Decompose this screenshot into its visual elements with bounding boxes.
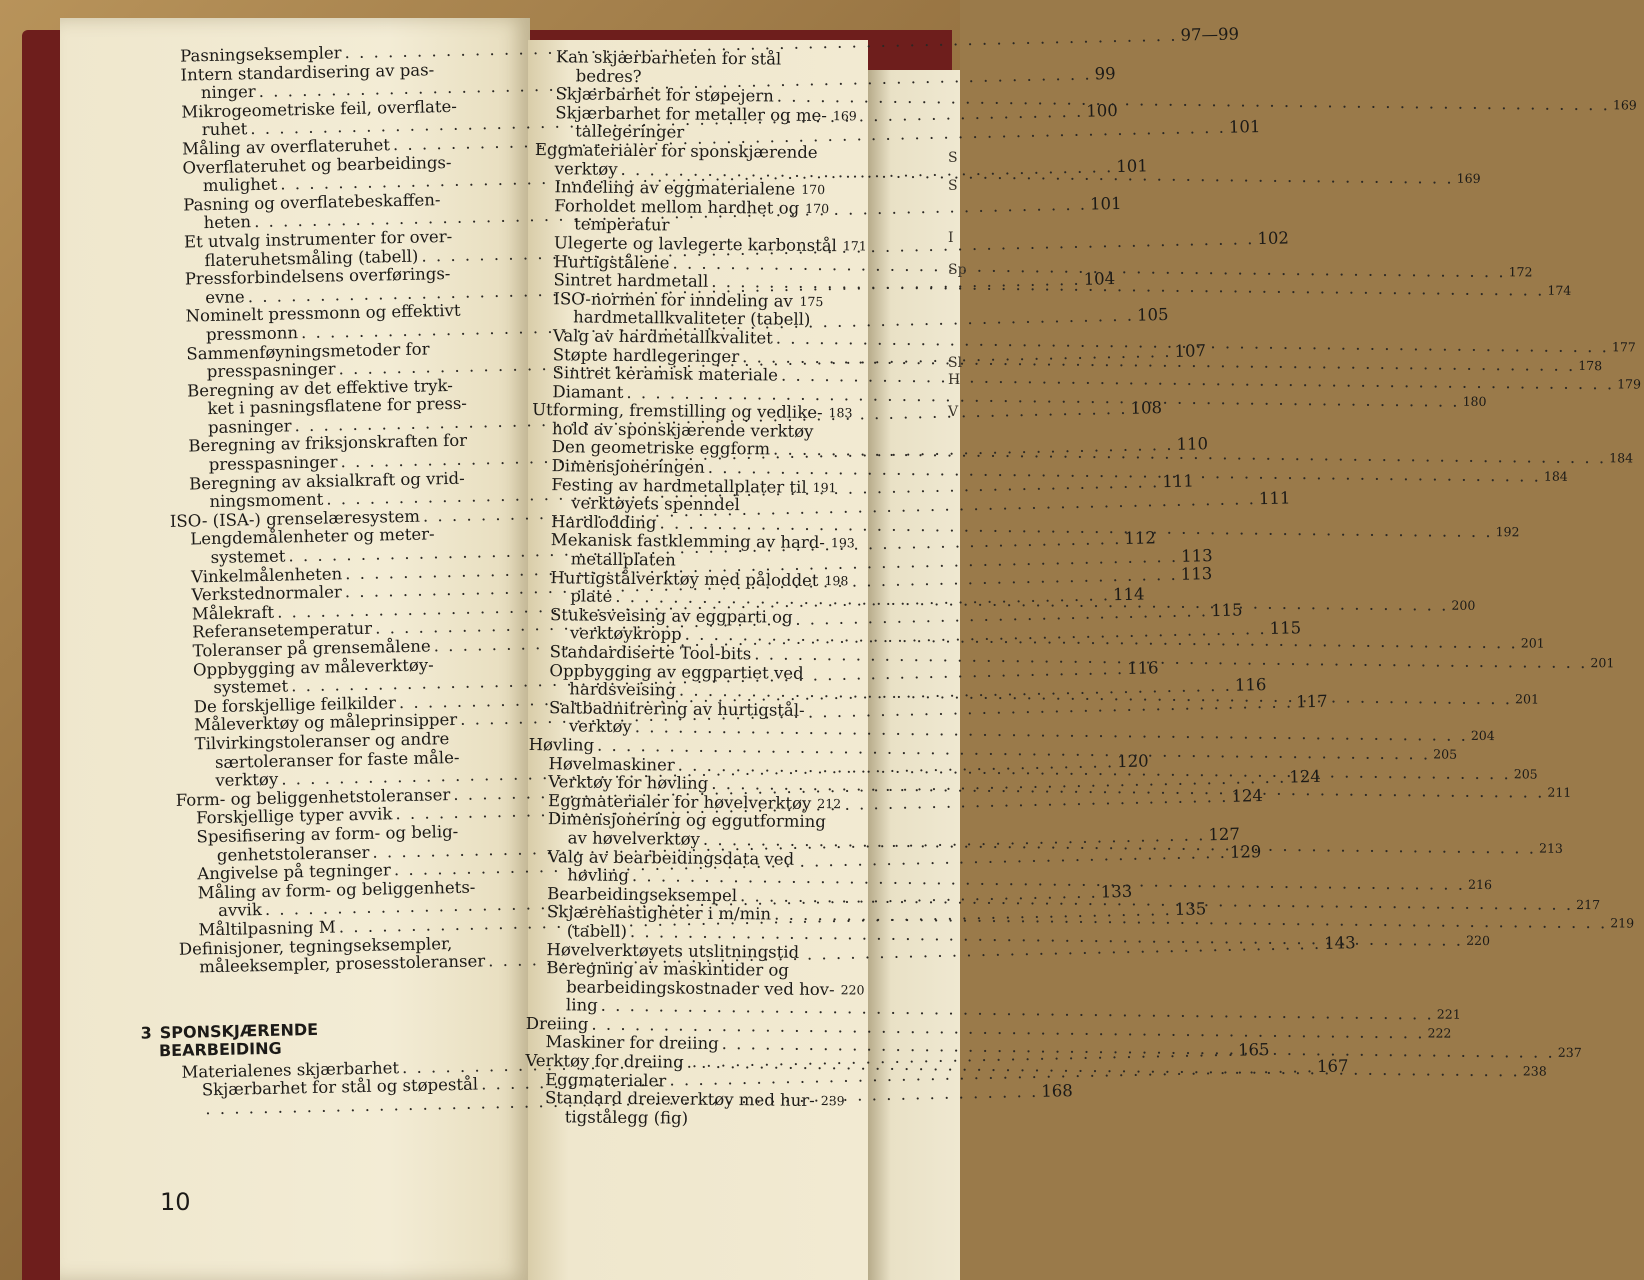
dot-leader	[796, 292, 797, 311]
toc-entry-page: 205	[1433, 746, 1458, 762]
toc-entry-page: 174	[1547, 282, 1572, 298]
toc-entry-page: 111	[1162, 471, 1194, 492]
toc-entry-page: 108	[1130, 397, 1163, 418]
toc-entry-title: Valg av hardmetallkvalitet	[552, 326, 773, 348]
toc-entry-title: pressmonn	[205, 323, 299, 345]
toc-entry-page: 101	[1228, 116, 1261, 137]
toc-entry-title: avvik	[217, 900, 263, 921]
toc-entry-title: Ulegerte og lavlegerte karbonstål	[553, 233, 837, 256]
toc-entry-title: Sintret hardmetall	[553, 270, 709, 291]
toc-entry-page: 117	[1295, 692, 1328, 712]
toc-entry-page: 219	[1610, 915, 1635, 931]
section-title: SPONSKJÆRENDE	[159, 1019, 319, 1042]
toc-entry-title: Måleverktøy og måleprinsipper	[193, 710, 458, 735]
toc-entry-title: Måling av form- og beliggenhets-	[197, 877, 476, 903]
toc-entry-page: 170	[801, 181, 826, 198]
toc-entry-title: Inndeling av eggmaterialene	[554, 177, 796, 199]
toc-entry-title: ISO- (ISA-) grenselæresystem	[169, 506, 421, 531]
toc-entry-title: Forskjellige typer avvik	[195, 804, 393, 828]
toc-entry-page: 129	[1229, 842, 1262, 862]
toc-entry-title: Stukesveising av eggparti og	[549, 604, 793, 627]
toc-entry-title: bearbeidingskostnader ved hov-	[566, 977, 835, 999]
toc-entry-title: heten	[203, 212, 252, 233]
toc-entry-title: Vinkelmålenheten	[190, 563, 343, 587]
toc-entry-page: 220	[840, 981, 865, 998]
toc-entry-title: Standardiserte Tool-bits	[549, 642, 752, 664]
toc-entry-page: 222	[1427, 1025, 1452, 1041]
toc-entry-title: Beregning av friksjonskraften for	[188, 431, 468, 456]
toc-entry-title: Hurtigstålene	[553, 251, 670, 272]
toc-entry-page: 99	[1094, 64, 1116, 84]
toc-entry-page: 165	[1237, 1039, 1270, 1060]
toc-entry-title: Mikrogeometriske feil, overflate-	[181, 96, 458, 122]
toc-entry-title: Spesifisering av form- og belig-	[196, 821, 459, 847]
toc-entry-title: bedres?	[575, 66, 642, 86]
toc-entry-page: 127	[1208, 824, 1241, 844]
page-number: 10	[160, 1188, 191, 1216]
toc-entry-title: Materialenes skjærbarhet	[181, 1057, 400, 1082]
toc-entry-title: Dimensjonering og eggutforming	[547, 809, 826, 832]
toc-entry-page: 116	[1234, 674, 1267, 695]
toc-entry-title: Bearbeidingseksempel	[547, 883, 738, 905]
toc-entry-page: 220	[1466, 932, 1491, 948]
toc-entry-title: ruhet	[201, 119, 248, 140]
toc-entry-page: 101	[1089, 194, 1122, 214]
toc-entry-page: 113	[1180, 545, 1213, 566]
toc-entry-title: Skjærehastigheter i m/min	[546, 902, 772, 924]
toc-entry-title: mulighet	[202, 174, 278, 196]
toc-entry-page: 200	[1451, 597, 1476, 614]
toc-entry-page: 192	[1495, 523, 1520, 540]
toc-entry-title: Overflateruhet og bearbeidings-	[182, 152, 452, 178]
next-page-fragment: H	[948, 372, 961, 388]
toc-entry-title: Nominelt pressmonn og effektivt	[185, 301, 461, 326]
toc-entry-title: Utforming, fremstilling og vedlike-	[532, 400, 823, 423]
toc-entry-title: verktøy	[215, 769, 279, 791]
toc-entry-title: Et utvalg instrumenter for over-	[183, 226, 453, 252]
next-page-fragment: Sl	[948, 355, 963, 371]
toc-entry-title: Tilvirkingstoleranser og andre	[194, 729, 450, 754]
toc-entry-title: Beregning av det effektive tryk-	[186, 375, 453, 401]
toc-entry-page: 135	[1174, 899, 1207, 919]
toc-entry-page: 114	[1112, 584, 1145, 604]
toc-entry-page: 193	[830, 535, 855, 551]
toc-entry-title: Beregning av aksialkraft og vrid-	[188, 468, 465, 494]
toc-entry	[525, 1108, 815, 1130]
toc-entry-title: Sammenføyningsmetoder for	[186, 338, 430, 364]
toc-entry-page: 177	[1611, 339, 1636, 355]
toc-entry-title: Skjærbarhet for støpejern	[555, 84, 774, 106]
toc-entry-page: 239	[820, 1093, 845, 1109]
toc-entry-title: presspasninger	[206, 359, 336, 382]
toc-entry-title: Kan skjærbarheten for stål	[555, 47, 782, 69]
toc-entry-title: Verktøy for dreiing	[525, 1051, 684, 1072]
toc-entry-page: 171	[842, 238, 867, 254]
toc-entry-title: genhetstoleranser	[216, 842, 370, 865]
toc-entry-page: 113	[1180, 564, 1213, 584]
toc-entry-title: Angivelse på tegninger	[197, 860, 392, 884]
toc-entry-title: måleeksempler, prosesstoleranser	[199, 951, 486, 977]
next-page-fragment: V	[948, 404, 959, 420]
toc-entry-title: Målekraft	[191, 602, 275, 624]
toc-entry-page: 116	[1126, 658, 1159, 679]
toc-entry-title: særtoleranser for faste måle-	[214, 747, 460, 772]
toc-entry-title: Eggmaterialer for sponskjærende	[534, 139, 818, 162]
toc-entry-title: Hardlodding	[550, 512, 657, 533]
toc-entry-title: Lengdemålenheter og meter-	[190, 524, 435, 549]
toc-entry-page: 110	[1176, 434, 1209, 454]
toc-entry-title: Pasningseksempler	[179, 43, 342, 66]
toc-entry-title: verktøyets spenndel	[571, 493, 740, 515]
toc-entry-title: Intern standardisering av pas-	[180, 59, 435, 85]
toc-entry-title: ling	[565, 995, 598, 1015]
toc-entry-title: Referansetemperatur	[192, 619, 373, 642]
toc-entry-page: 167	[1316, 1056, 1349, 1077]
toc-entry-title: systemet	[210, 546, 286, 568]
toc-entry-title: ningsmoment	[209, 489, 324, 512]
toc-entry-title: Eggmaterialer for høvelverktøy	[548, 790, 812, 813]
toc-entry-page: 217	[1576, 896, 1601, 912]
toc-entry-page: 213	[1538, 840, 1563, 856]
toc-entry-page: 238	[1522, 1063, 1547, 1079]
toc-entry-title: Høvelmaskiner	[548, 753, 675, 775]
toc-entry-title: Dimensjoneringen	[551, 456, 705, 477]
toc-entry-title: høvling	[567, 865, 630, 886]
toc-entry-title: Måling av overflateruhet	[181, 135, 391, 159]
toc-entry-title: temperatur	[574, 214, 670, 235]
toc-entry-title: Sintret keramisk materiale	[552, 363, 779, 385]
toc-entry-page: 115	[1269, 618, 1302, 638]
toc-entry-page: 204	[1470, 728, 1495, 744]
toc-entry-page: 97—99	[1180, 24, 1240, 45]
section-heading	[140, 1016, 531, 1060]
toc-entry-page: 184	[1609, 450, 1634, 466]
toc-entry-page: 212	[817, 795, 842, 811]
toc-entry-title: Måltilpasning M	[198, 917, 336, 940]
toc-entry-title: Hurtigstålverktøy med påloddet	[550, 567, 819, 590]
next-page-fragment: S	[948, 178, 958, 194]
toc-entry-page: 172	[1508, 263, 1533, 279]
section-number: 3	[140, 1023, 152, 1043]
toc-entry-title: Festing av hardmetallplater til	[551, 474, 807, 497]
toc-entry-title: Forholdet mellom hardhet og	[554, 195, 800, 218]
toc-entry-title: hardmetallkvaliteter (tabell)	[573, 307, 811, 330]
toc-entry-page: 112	[1124, 528, 1157, 548]
toc-entry-title: Mekanisk fastklemming av hard-	[550, 530, 826, 553]
toc-entry-page: 115	[1210, 600, 1243, 621]
toc-entry-title: Dreiing	[525, 1013, 589, 1034]
toc-entry-title: Definisjoner, tegningseksempler,	[178, 933, 453, 959]
toc-entry-page: 168	[1041, 1080, 1073, 1101]
toc-entry-title: presspasninger	[208, 452, 338, 475]
toc-entry-title: evne	[205, 287, 245, 307]
toc-entry-title: ninger	[200, 82, 256, 103]
toc-entry-title: verktøykropp	[569, 623, 682, 644]
toc-entry-title: (tabell)	[566, 921, 628, 941]
toc-entry-title: ISO-normen for inndeling av	[553, 288, 793, 311]
toc-entry-page: 170	[805, 200, 830, 216]
toc-entry-page: 191	[812, 479, 837, 495]
toc-entry-page: 105	[1136, 304, 1169, 325]
toc-entry-title: Støpte hardlegeringer	[552, 344, 740, 366]
toc-entry-title: De forskjellige feilkilder	[193, 692, 397, 717]
toc-entry-page: 184	[1543, 468, 1568, 484]
toc-entry-title: hardsveising	[569, 679, 677, 700]
toc-entry-title: Form- og beliggenhetstoleranser	[175, 784, 451, 810]
toc-entry-title: tigstålegg (fig)	[564, 1107, 689, 1128]
next-page-fragment: S	[948, 150, 958, 166]
toc-entry-page: 180	[1462, 393, 1487, 409]
toc-entry-title: Verktøy for høvling	[548, 772, 709, 794]
toc-entry-title: Oppbygging av eggpartiet ved	[549, 660, 804, 683]
toc-entry-page: 198	[824, 572, 849, 588]
toc-entry-page: 175	[799, 293, 824, 309]
toc-entry-page: 237	[1557, 1045, 1582, 1061]
toc-entry-title: verktøy	[568, 716, 632, 737]
toc-entry-page: 104	[1083, 268, 1116, 289]
toc-entry-page: 201	[1515, 691, 1540, 707]
toc-entry-title: Verkstednormaler	[191, 582, 342, 605]
toc-entry-page: 124	[1289, 766, 1321, 787]
toc-entry-page: 211	[1547, 784, 1572, 801]
toc-entry-page: 120	[1116, 751, 1149, 772]
toc-entry-title: plate	[570, 586, 613, 607]
toc-entry-title: Skjærbarhet for stål og støpestål	[201, 1074, 479, 1100]
toc-entry-title: Standard dreieverktøy med hur-	[544, 1088, 815, 1111]
toc-entry-title: Toleranser på grensemålene	[192, 636, 431, 661]
next-page-fragment: Sp	[948, 262, 967, 278]
toc-entry-title: tallegeringer	[575, 121, 685, 142]
toc-entry-title: Beregning av maskintider og	[546, 958, 790, 980]
toc-entry-page: 143	[1323, 933, 1356, 953]
toc-entry-title: systemet	[213, 676, 289, 698]
section-title-line2: BEARBEIDING	[158, 1038, 282, 1060]
toc-entry-title: av høvelverktøy	[567, 828, 701, 849]
toc-entry-page: 111	[1258, 488, 1291, 508]
toc-entry-title: Valg av bearbeidingsdata ved	[547, 846, 795, 869]
toc-entry-title: verktøy	[554, 158, 618, 179]
toc-entry-page: 183	[828, 405, 853, 421]
toc-entry-title: hold av sponskjærende verktøy	[551, 419, 814, 441]
toc-entry-page: 169	[1612, 97, 1637, 113]
toc-entry-title: Den geometriske eggform	[551, 437, 771, 459]
toc-entry-page: 107	[1174, 341, 1207, 361]
toc-entry-title: pasninger	[207, 416, 292, 437]
next-page-fragment: I	[948, 230, 954, 246]
toc-entry-page: 102	[1257, 227, 1290, 248]
toc-entry-title: Saltbadnitrering av hurtigstål-	[548, 697, 805, 720]
toc-entry-page: 124	[1231, 786, 1264, 807]
toc-entry-title: Pasning og overflatebeskaffen-	[183, 189, 441, 215]
toc-entry-title: Høvelverktøyets utslitningstid	[546, 939, 800, 962]
toc-entry-title: flateruhetsmåling (tabell)	[204, 246, 419, 270]
toc-entry-page: 201	[1520, 635, 1545, 652]
toc-entry-title: Eggmaterialer	[545, 1069, 667, 1091]
toc-entry-page: 201	[1590, 655, 1615, 671]
toc-entry-title: Pressforbindelsens overførings-	[184, 264, 451, 289]
toc-entry-title: Skjærbarhet for metaller og me-	[555, 102, 828, 125]
toc-entry-title: Høvling	[528, 734, 595, 755]
toc-entry-page: 169	[832, 107, 857, 124]
toc-entry-page: 179	[1617, 376, 1642, 392]
toc-entry-page: 221	[1436, 1006, 1461, 1023]
toc-entry-page: 100	[1086, 101, 1118, 121]
toc-entry-title: Oppbygging av måleverktøy-	[192, 654, 434, 680]
toc-entry-title: Maskiner for dreiing	[545, 1032, 719, 1054]
toc-entry-page: 216	[1468, 876, 1493, 893]
toc-entry-page: 169	[1456, 170, 1481, 186]
toc-entry-page: 133	[1100, 882, 1133, 902]
toc-entry-page: 101	[1116, 156, 1148, 177]
toc-entry-title: Diamant	[552, 381, 624, 402]
toc-entry-page: 205	[1513, 765, 1538, 782]
toc-entry-title: metallplaten	[570, 549, 676, 570]
toc-entry-page: 178	[1578, 357, 1603, 373]
toc-entry-title: ket i pasningsflatene for press-	[207, 393, 468, 419]
